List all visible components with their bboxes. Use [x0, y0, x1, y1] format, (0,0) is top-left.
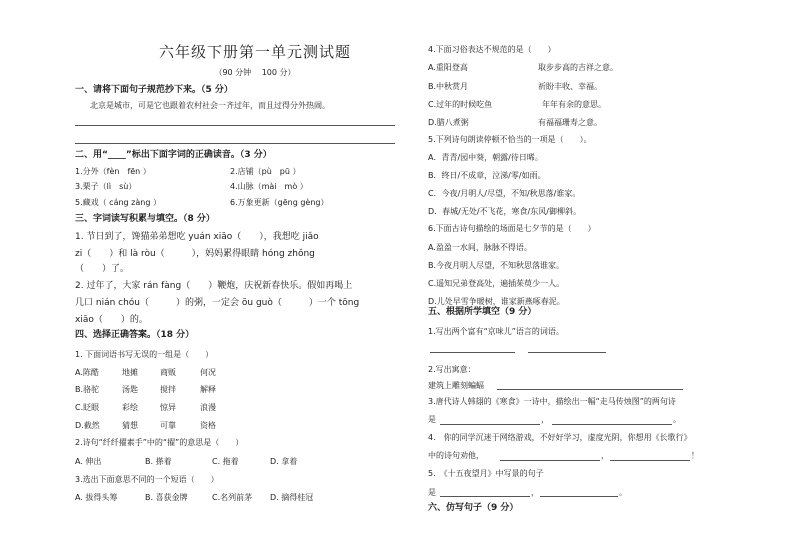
q1-option-d-word-2: 猜想 — [122, 421, 138, 430]
q4-stem: 4.下面习俗表达不规范的是（ ） — [428, 45, 556, 54]
q1-option-a-word-2: 地摊 — [122, 368, 138, 377]
q3-option-a: A. 拔得头筹 — [75, 493, 118, 502]
s5-q3-answer-blank-1[interactable] — [440, 424, 540, 425]
q2-stem: 2.诗句“纤纤擢素手”中的“擢”的意思是（ ） — [75, 438, 244, 447]
q1-option-c-word-3: 惊异 — [160, 403, 176, 412]
q4-option-d-custom: D.腊八煮粥 — [428, 118, 469, 127]
s5-q1-answer-blank-2[interactable] — [528, 352, 606, 353]
s5-q3-stop: 。 — [673, 415, 681, 424]
section-3-heading: 三、字词读写积累与填空。（8 分） — [75, 214, 215, 224]
section-1-heading: 一、请将下面句子规范抄下来。（5 分） — [75, 85, 233, 95]
q1-option-b-word-1: B.骆驼 — [75, 385, 100, 394]
s5-q5-prefix: 是 — [428, 488, 436, 497]
q4-option-c-meaning: 年年有余的意思。 — [542, 100, 606, 109]
q1-option-a-word-3: 商贩 — [160, 368, 176, 377]
q1-option-a-word-1: A.陈酷 — [75, 368, 99, 377]
q4-option-d-meaning: 有福福珊寿之意。 — [538, 118, 602, 127]
q1-option-c-word-2: 彩绘 — [122, 403, 138, 412]
q1-option-d-word-1: D.截然 — [75, 421, 100, 430]
section-3-line-5: 几口 nián chóu（ ）的粥，一定会 ōu guò（ ）一个 tōng — [75, 298, 360, 308]
section-3-line-4: 2. 过年了，大家 rán fàng（ ）鞭炮，庆祝新春快乐。假如再喝上 — [75, 281, 353, 291]
q3-option-b: B. 喜获金牌 — [145, 493, 188, 502]
s5-q5-comma: ， — [531, 488, 539, 497]
pinyin-item-6: 6.万象更新（gēng gèng） — [230, 198, 329, 207]
s5-q1-prompt: 1.写出两个富有“京味儿”语言的词语。 — [428, 327, 564, 336]
section-1-sentence: 北京是城市，可是它也跟着农村社会一齐过年，而且过得分外热闹。 — [90, 101, 330, 110]
s5-q1-answer-blank-1[interactable] — [430, 352, 515, 353]
q1-stem: 1. 下面词语书写无误的一组是（ ） — [75, 350, 214, 359]
section-5-heading: 五、根据所学填空（9 分） — [428, 307, 537, 317]
pinyin-item-1: 1.分外（fèn fēn ） — [75, 167, 151, 176]
q3-option-d: D. 摘得桂冠 — [270, 493, 314, 502]
q1-option-c-word-4: 浪漫 — [200, 403, 216, 412]
pinyin-item-5: 5.藏戏（ cáng zàng ） — [75, 198, 161, 207]
q4-option-a-custom: A.重阳登高 — [428, 63, 468, 72]
q2-option-c: C. 拖着 — [212, 457, 239, 466]
s5-q4-prompt: 4. 你的同学沉迷于网络游戏，不好好学习，虚度光阴，你想用《长歌行》 — [428, 433, 692, 442]
q3-stem: 3.选出下面意思不同的一个短语（ ） — [75, 475, 219, 484]
section-6-heading: 六、仿写句子（9 分） — [428, 503, 519, 513]
q5-option-c: C．今夜/月明人/尽望，不知/秋思落/谁家。 — [428, 189, 581, 198]
q1-option-b-word-3: 搅拌 — [160, 385, 176, 394]
q1-option-b-word-2: 汤匙 — [122, 385, 138, 394]
s5-q2-answer-blank[interactable] — [497, 389, 683, 390]
writing-line-1[interactable] — [75, 125, 395, 126]
page-title: 六年级下册第一单元测试题 — [158, 43, 351, 61]
s5-q5-prompt: 5. 《十五夜望月》中写景的句子 — [428, 469, 544, 478]
q2-option-a: A. 伸出 — [75, 457, 102, 466]
s5-q3-prefix: 是 — [428, 415, 436, 424]
s5-q3-prompt: 3.唐代诗人韩翃的《寒食》一诗中，描绘出一幅“走马传烛图”的两句诗 — [428, 397, 676, 406]
q4-option-a-meaning: 取步步高的吉祥之意。 — [538, 63, 618, 72]
section-3-line-6: xiāo（ ）的。 — [75, 315, 148, 325]
s5-q4-prefix: 中的诗句劝他， — [428, 451, 484, 460]
q1-option-d-word-3: 可靠 — [160, 421, 176, 430]
s5-q2-prompt: 2.写出寓意： — [428, 365, 476, 374]
q4-option-c-custom: C.过年的时候吃鱼 — [428, 100, 493, 109]
s5-q5-answer-blank-1[interactable] — [440, 496, 530, 497]
q4-option-b-meaning: 祈盼丰收、幸福。 — [538, 82, 602, 91]
s5-q4-excl: ！ — [691, 451, 699, 460]
s5-q3-answer-blank-2[interactable] — [552, 424, 672, 425]
q3-option-c: C.名列前茅 — [212, 493, 253, 502]
q6-option-d: D.儿处早雪争暖树，谁家新燕啄春泥。 — [428, 297, 565, 306]
pinyin-item-4: 4.山脉（mài mò ） — [230, 182, 308, 191]
s5-q4-comma: ， — [601, 451, 609, 460]
q2-option-d: D. 拿着 — [270, 457, 298, 466]
q2-option-b: B. 搽着 — [145, 457, 172, 466]
q1-option-d-word-4: 资格 — [200, 421, 216, 430]
q5-option-a: A．青青/园中葵，朝露/待日晞。 — [428, 153, 543, 162]
s5-q4-answer-blank-1[interactable] — [500, 460, 600, 461]
s5-q2-item: 建筑上雕刻蝙蝠 — [428, 381, 484, 390]
pinyin-item-2: 2.店铺（pù pū ） — [230, 167, 301, 176]
q6-option-b: B.今夜月明人尽望，不知秋思落谁家。 — [428, 261, 565, 270]
q6-stem: 6.下面古诗句描绘的场面是七夕节的是（ ） — [428, 224, 596, 233]
s5-q5-stop: 。 — [619, 488, 627, 497]
q1-option-a-word-4: 何况 — [200, 368, 216, 377]
writing-line-2[interactable] — [75, 143, 395, 144]
s5-q5-answer-blank-2[interactable] — [540, 496, 618, 497]
section-3-line-2: zi（ ）和 là ròu（ ），妈妈累得眼睛 hóng zhǒng — [75, 249, 315, 259]
q5-option-b: B．终日/不成章，泣涕/零/如雨。 — [428, 171, 546, 180]
section-3-line-1: 1. 节日到了，馋猫弟弟想吃 yuán xiāo（ ），我想吃 jiǎo — [75, 232, 319, 242]
section-2-heading: 二、用“____”标出下面字词的正确读音。（3 分） — [75, 150, 272, 160]
q4-option-b-custom: B.中秋赏月 — [428, 82, 469, 91]
q5-stem: 5.下列诗句朗读停顿不恰当的一项是（ ）。 — [428, 135, 592, 144]
q5-option-d: D．春城/无处/不飞花，寒食/东风/御柳斜。 — [428, 207, 581, 216]
s5-q4-answer-blank-2[interactable] — [610, 460, 690, 461]
section-3-line-3: （ ）了。 — [75, 264, 130, 274]
q1-option-b-word-4: 解释 — [200, 385, 216, 394]
q6-option-a: A.盈盈一水间，脉脉不得语。 — [428, 243, 532, 252]
page-subtitle: （90 分钟 100 分） — [214, 68, 296, 77]
section-4-heading: 四、选择正确答案。（18 分） — [75, 330, 195, 340]
q6-option-c: C.遥知兄弟登高处，遍插茱萸少一人。 — [428, 279, 565, 288]
q1-option-c-word-1: C.眨眼 — [75, 403, 100, 412]
pinyin-item-3: 3.栗子（lì sù） — [75, 182, 137, 191]
s5-q3-comma: ， — [541, 415, 549, 424]
